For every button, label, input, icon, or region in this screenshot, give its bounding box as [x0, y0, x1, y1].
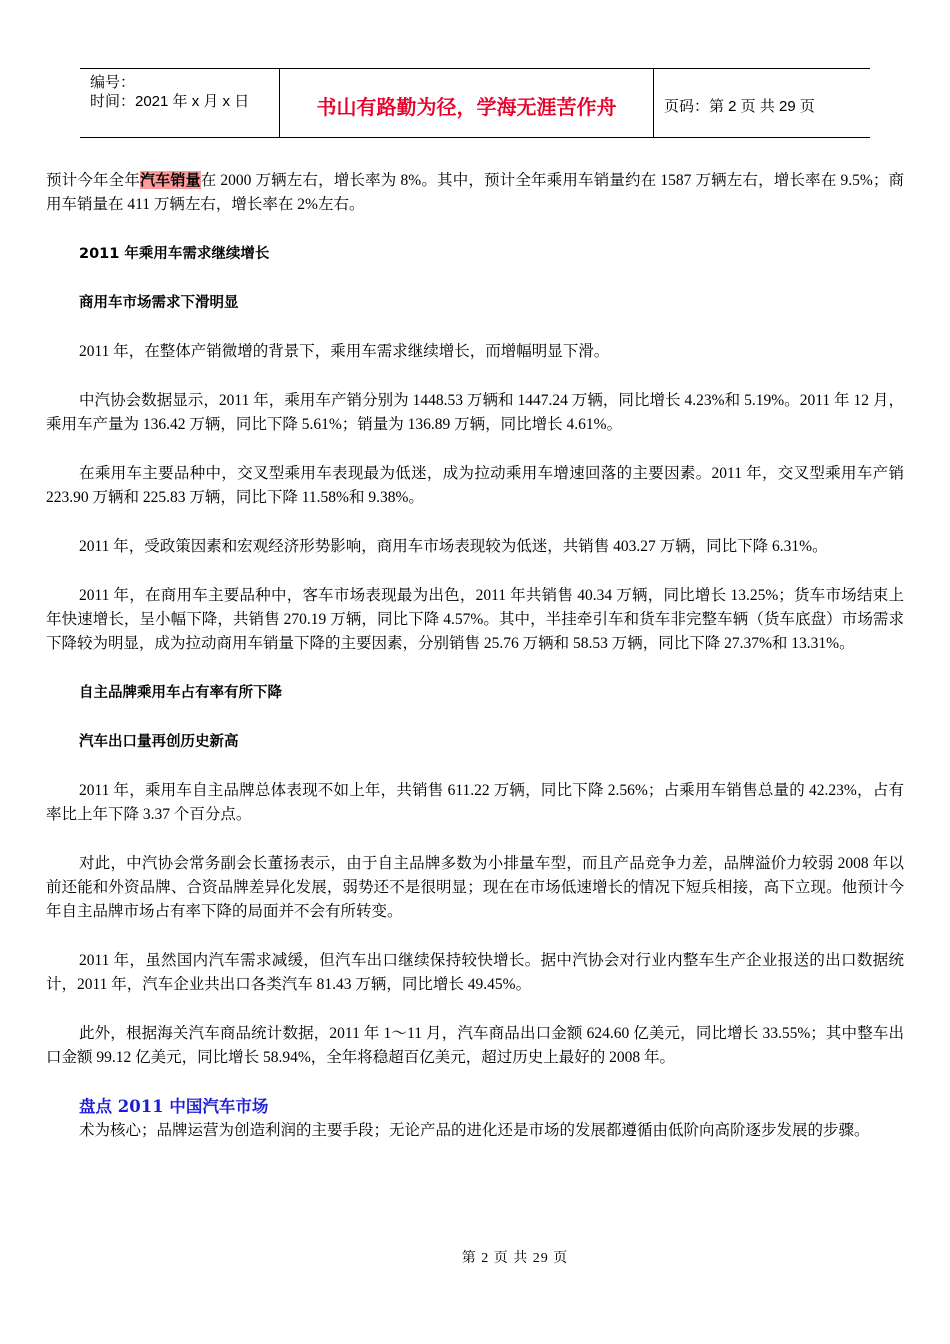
paragraph-5: 2011 年，受政策因素和宏观经济形势影响，商用车市场表现较为低迷，共销售 403.27 万辆，同比下降 6.31%。 — [79, 538, 828, 555]
paragraph-6: 2011 年，在商用车主要品种中，客车市场表现最为出色，2011 年共销售 40.34 万辆，同比增长 13.25%；货车市场结束上年快速增长，呈小幅下降，共销售 270.19 万辆，同比下降 4.57%。其中，半挂牵引车和货车非完整车辆（货车底盘）市场需求下降较为明显，成为拉动商用车销量下降的主要因素，分别销售 25.76 万辆和 58.53 万辆，同比下降 27.37%和 13.31%。 — [46, 587, 904, 652]
paragraph-3: 中汽协会数据显示，2011 年，乘用车产销分别为 1448.53 万辆和 1447.24 万辆，同比增长 4.23%和 5.19%。2011 年 12 月，乘用车产量为 136.42 万辆，同比下降 5.61%；销量为 136.89 万辆，同比增长 4.61%。 — [46, 392, 904, 433]
section-heading-export-record: 汽车出口量再创历史新高 — [79, 734, 239, 750]
paragraph-2: 2011 年，在整体产销微增的背景下，乘用车需求继续增长，而增幅明显下滑。 — [79, 343, 610, 360]
page-footer: 第 2 页 共 29 页 — [461, 1251, 569, 1266]
paragraph-10: 此外，根据海关汽车商品统计数据，2011 年 1～11 月，汽车商品出口金额 624.60 亿美元，同比增长 33.55%；其中整车出口金额 99.12 亿美元，同比增长 58.94%，全年将稳超百亿美元，超过历史上最好的 2008 年。 — [46, 1025, 904, 1066]
section-heading-passenger-demand: 2011 年乘用车需求继续增长 — [79, 246, 270, 262]
header-left-cell — [80, 69, 280, 137]
blue-section-title: 盘点 2011 中国汽车市场 — [79, 1097, 269, 1116]
paragraph-4: 在乘用车主要品种中，交叉型乘用车表现最为低迷，成为拉动乘用车增速回落的主要因素。2011 年，交叉型乘用车产销 223.90 万辆和 225.83 万辆，同比下降 11.58%和 9.38%。 — [46, 465, 904, 506]
section-heading-commercial-decline: 商用车市场需求下滑明显 — [79, 295, 239, 311]
header-motto: 书山有路勤为径，学海无涯苦作舟 — [280, 69, 654, 137]
paragraph-9: 2011 年，虽然国内汽车需求减缓，但汽车出口继续保持较快增长。据中汽协会对行业内整车生产企业报送的出口数据统计，2011 年，汽车企业共出口各类汽车 81.43 万辆，同比增长 49.45%。 — [46, 952, 904, 993]
paragraph-11: 术为核心；品牌运营为创造利润的主要手段；无论产品的进化还是市场的发展都遵循由低阶向高阶逐步发展的步骤。 — [79, 1122, 870, 1139]
paragraph-8: 对此，中汽协会常务副会长董扬表示，由于自主品牌多数为小排量车型，而且产品竞争力差，品牌溢价力较弱 2008 年以前还能和外资品牌、合资品牌差异化发展，弱势还不是很明显；现在在市场低速增长的情况下短兵相接，高下立现。他预计今年自主品牌市场占有率下降的局面并不会有所转变。 — [46, 855, 904, 920]
document-number-label: 编号： — [90, 74, 136, 91]
document-time-label: 时间：2021 年 x 月 x 日 — [90, 93, 250, 110]
paragraph-7: 2011 年，乘用车自主品牌总体表现不如上年，共销售 611.22 万辆，同比下降 2.56%；占乘用车销售总量的 42.23%，占有率比上年下降 3.37 个百分点。 — [46, 782, 904, 823]
page-header — [80, 68, 870, 138]
section-heading-domestic-brands: 自主品牌乘用车占有率有所下降 — [79, 685, 282, 701]
paragraph-1: 预计今年全年汽车销量在 2000 万辆左右，增长率为 8%。其中，预计全年乘用车销量约在 1587 万辆左右，增长率在 9.5%；商用车销量在 411 万辆左右，增长率在 2%左右。 — [46, 171, 904, 213]
highlighted-keyword: 汽车销量 — [140, 171, 201, 189]
document-body — [46, 168, 904, 1168]
header-page-info: 页码：第 2 页 共 29 页 — [664, 97, 815, 115]
